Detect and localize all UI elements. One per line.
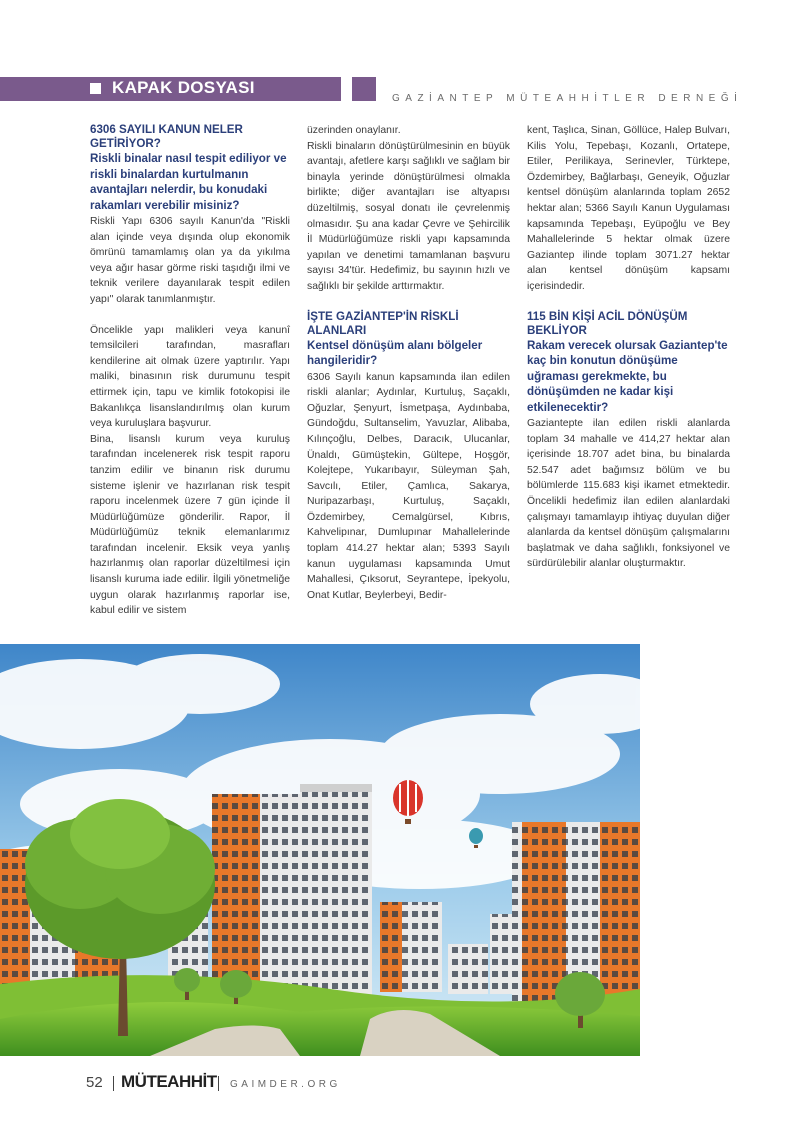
website-link[interactable]: GAIMDER.ORG [230,1079,341,1090]
article-column-3 [527,123,730,572]
column1-paragraph-3: Bina, lisanslı kurum veya kuruluş tarafından incelenerek risk tespit raporu tanzim edilir ve binanın risk durumu sisteme işlenir ve hazırlanan risk tespit raporu incelenmek üzere 7 gün içinde İl Müdürlüğümüze gönderilir. Rapor, İl Müdürlüğümüz teknik elemanlarımız tarafından incelenir. Eksik veya yanlış hazırlanmış olan raporlar düzeltilmesi için lisanslı kuruma iade edilir. İlgili yönetmeliğe uygun olarak hazırlanmış raporlar ise, kabul edilir ve sistem [90,433,290,617]
header-accent-block [352,77,376,101]
column3-paragraph-2: Gaziantepte ilan edilen riskli alanlarda toplam 34 mahalle ve 414,27 hektar alan içerisinde 18.707 adet bina, bu binalarda 52.547 adet bağımsız bölüm ve bu bölümlerde 115.683 kişi ikamet etmektedir. Öncelikli hedefimiz ilan edilen alanlardaki çalışmayı tamamlayıp ihtiyaç duyulan diğer alanlarda da kentsel dönüşüm çalışmalarını başlatmak ve daha sağlıklı, fonksiyonel ve sürdürülebilir alanlar oluşturmaktır. [527,418,730,570]
column1-heading: 6306 SAYILI KANUN NELER GETİRİYOR? [90,123,243,150]
column3-paragraph-1: kent, Taşlıca, Sinan, Göllüce, Halep Bulvarı, Kilis Yolu, Tepebaşı, Kozanlı, Ortatepe, Etiler, Perilikaya, Serinevler, Türktepe, Özdemirbey, Bağlarbaşı, Geneyik, Oğuzlar kentsel dönüşüm alanlarında toplam 2652 hektar alan; 5366 Sayılı Kanun Uygulaması kapsamında Tepebaşı, Eyüpoğlu ve Bey Mahallelerinde 5 hektar olmak üzere Gaziantep ilinde toplam 3071.27 hektar alan kentsel dönüşüm kapsamı içerisindedir. [527,125,730,292]
column2-paragraph-2: Riskli binaların dönüştürülmesinin en büyük avantajı, afetlere karşı sağlıklı ve sağlam bir binayla yerinde dönüştürülmesi olmakla birlikte; diğer avantajları ise altyapısı düzeltilmiş, sosyal donatı ile çevrelenmiş olmasıdır. Şu ana kadar Çevre ve Şehircilik İl Müdürlüğümüze riskli yapı kapsamında yapılan ve denetimi tamamlanan başvuru sayısı 34'tür. Hedefimiz, bu sayının hızlı ve sağlıklı bir şekilde arttırmaktır. [307,140,510,292]
footer-divider [218,1076,219,1091]
column2-question: Kentsel dönüşüm alanı bölgeler hangileridir? [307,338,483,368]
column2-heading: İŞTE GAZİANTEP'İN RİSKLİ ALANLARI [307,309,459,337]
city-illustration [0,644,640,1056]
column1-paragraph-2: Öncelikle yapı malikleri veya kanunî temsilcileri tarafından, masrafları kendilerine ait olmak üzere yaptırılır. Yapı maliki, binasının risk durumunu tespit ettirmek için, tapu ve kimlik fotokopisi ile Bakanlıkça lisanslandırılmış olan kurum veya kuruluşlara başvurur. [90,324,290,430]
column2-paragraph-3: 6306 Sayılı kanun kapsamında ilan edilen riskli alanlar; Aydınlar, Kurtuluş, Saçaklı, Oğuzlar, Şenyurt, İsmetpaşa, Aydınbaba, Gündoğdu, Sultanselim, Yavuzlar, Alibaba, Kılınçoğlu, Delbes, Daracık, Ulucanlar, Ünaldı, Gümüştekin, Gültepe, Hoşgör, Kolejtepe, Yukarıbayır, Süleyman Şah, Savcılı, Etiler, Çamlıca, Sakarya, Nuripazarbaşı, Kurtuluş, Saçaklı, Özdemirbey, Cemalgürsel, Kıbrıs, Kahvelipınar, Dumlupınar Mahallelerinde toplam 414.27 hektar alan; 5393 Sayılı kanun uygulaması kapsamında Umut Mahallesi, Çıksorut, Seyrantepe, İpekyolu, Onat Kutlar, Beylerbeyi, Bedir- [307,371,510,601]
section-header-bar [0,77,341,101]
footer-divider [113,1076,114,1091]
column3-heading: 115 BİN KİŞİ ACİL DÖNÜŞÜM BEKLİYOR [527,309,688,337]
magazine-logo: MÜTEAHHİT [121,1072,217,1091]
article-column-1 [90,123,290,619]
page-number: 52 [86,1074,103,1091]
city-illustration-svg [0,644,640,1056]
column1-question: Riskli binalar nasıl tespit ediliyor ve riskli binalardan kurtulmanın avantajları nelerdir, bu konudaki rakamları verebilir misiniz? [90,152,287,212]
column2-paragraph-1: üzerinden onaylanır. [307,125,401,136]
column1-paragraph-1: Riskli Yapı 6306 sayılı Kanun'da "Riskli alan içinde veya dışında olup ekonomik ömrünü tamamlamış olan ya da yıkılma veya ağır hasar görme riski taşıdığı ilmi ve teknik verilere dayanılarak tespit edilen yapı" olarak tanımlanmıştır. [90,216,290,305]
square-bullet-icon [90,83,101,94]
article-column-2 [307,123,510,603]
section-title: KAPAK DOSYASI [112,78,255,97]
organization-name: GAZİANTEP MÜTEAHHİTLER DERNEĞİ [392,93,743,104]
column3-question: Rakam verecek olursak Gaziantep'te kaç bin konutun dönüşüme uğraması gerekmekte, bu dönüşümden ne kadar kişi etkilenecektir? [527,338,728,414]
